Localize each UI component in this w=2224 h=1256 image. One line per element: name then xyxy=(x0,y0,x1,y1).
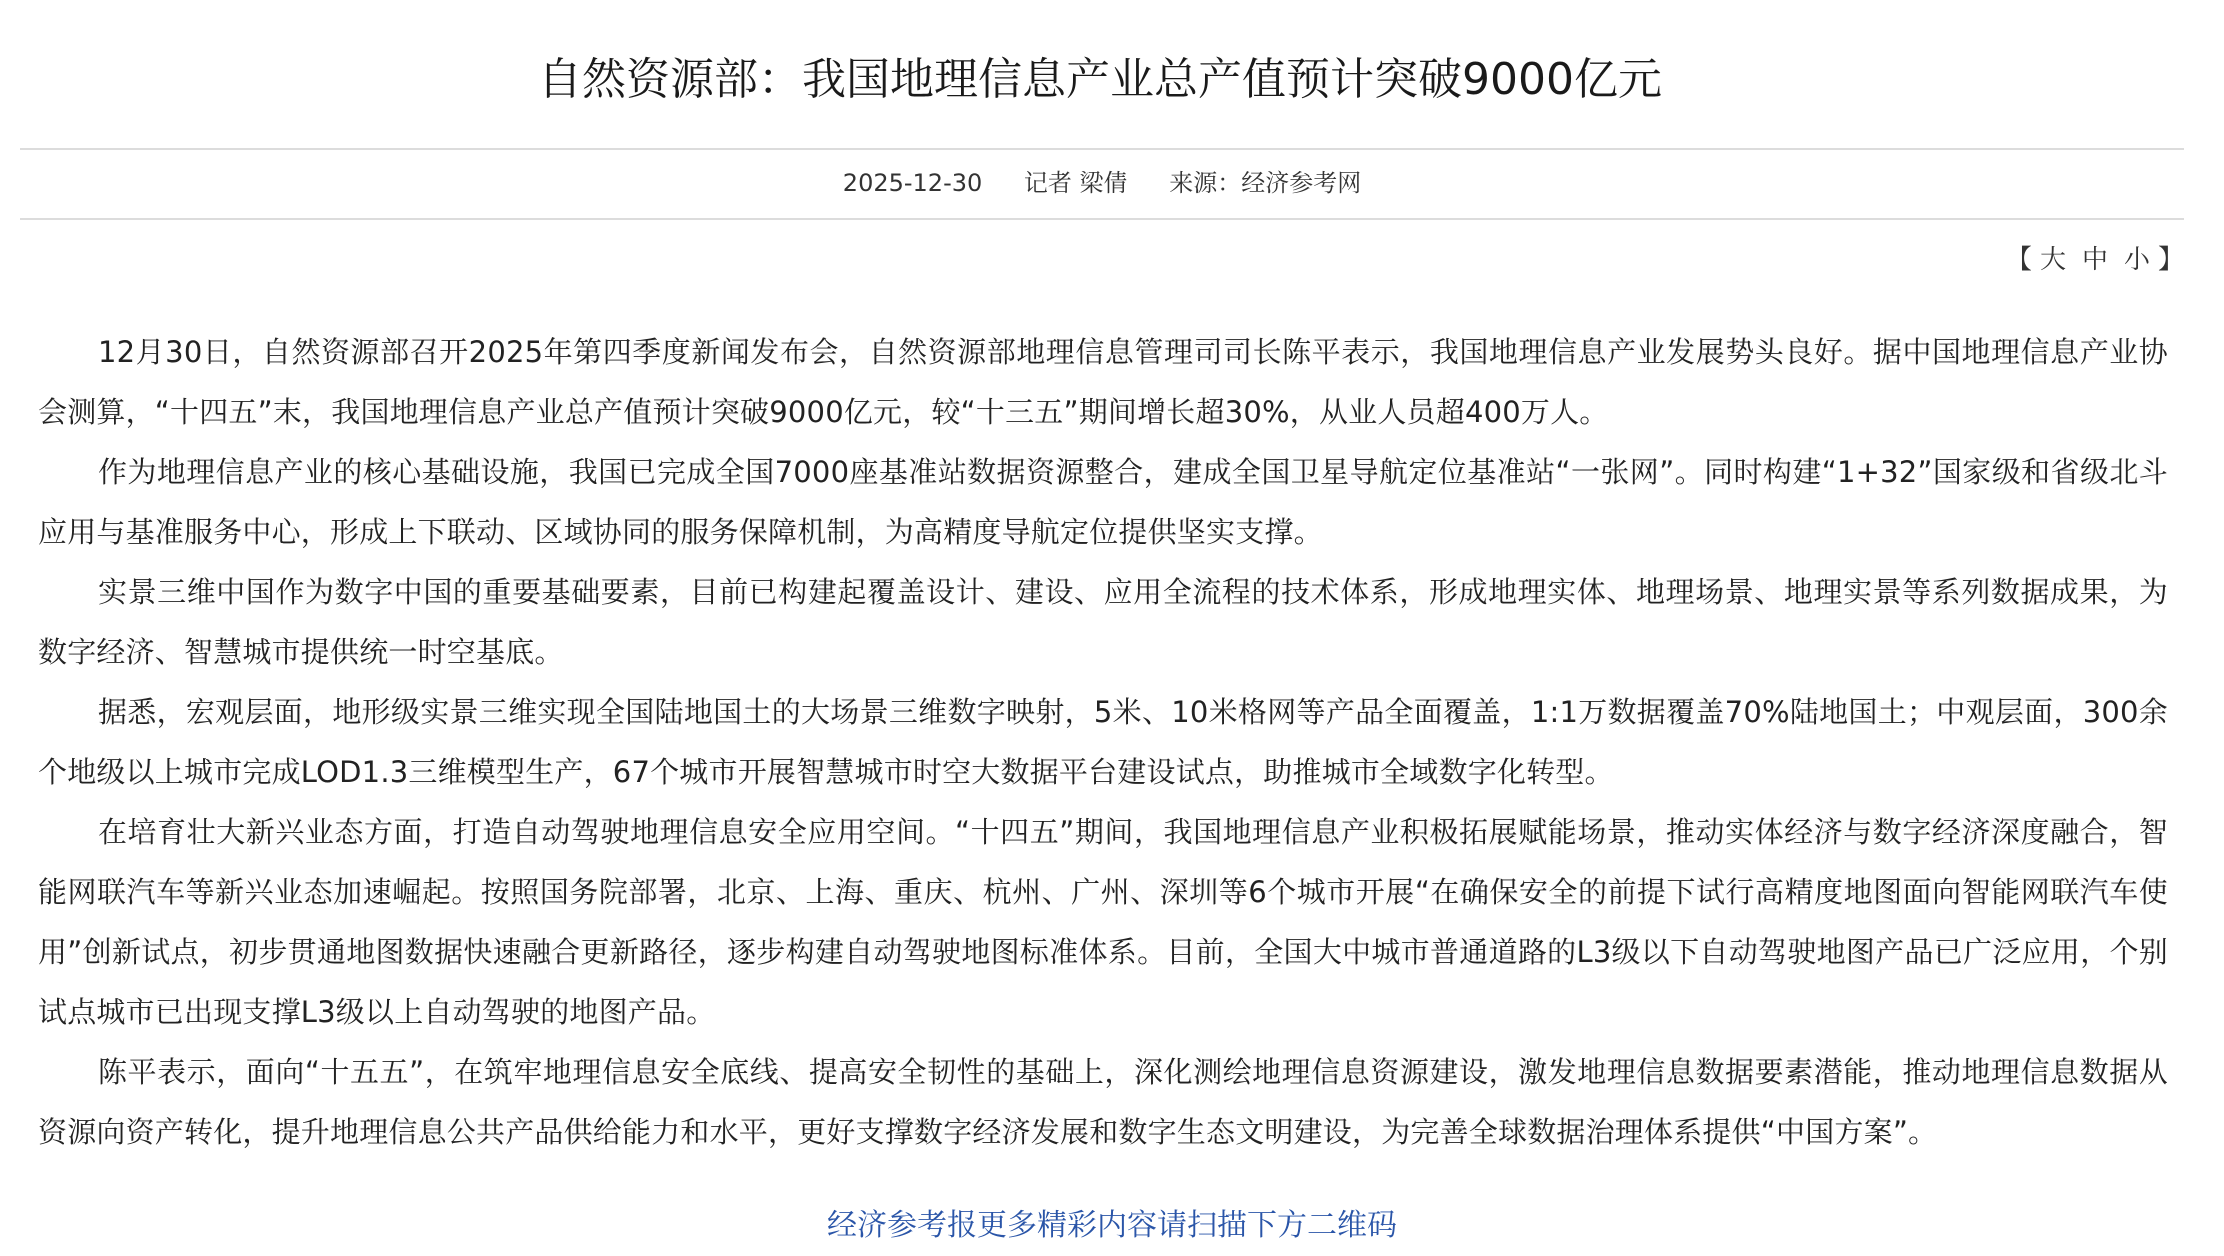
article-paragraph: 据悉，宏观层面，地形级实景三维实现全国陆地国土的大场景三维数字映射，5米、10米格网等产品全面覆盖，1:1万数据覆盖70%陆地国土；中观层面，300余个地级以上城市完成LOD1.3三维模型生产，67个城市开展智慧城市时空大数据平台建设试点，助推城市全域数字化转型。 xyxy=(38,695,2168,789)
meta-divider xyxy=(20,218,2184,220)
font-size-small-button[interactable]: 小 xyxy=(2123,245,2150,275)
article-title: 自然资源部：我国地理信息产业总产值预计突破9000亿元 xyxy=(538,54,1662,105)
article-source: 来源：经济参考网 xyxy=(1169,169,1362,197)
font-size-close-bracket: 】 xyxy=(2157,245,2184,275)
font-size-control xyxy=(2006,238,2184,282)
article-paragraph: 实景三维中国作为数字中国的重要基础要素，目前已构建起覆盖设计、建设、应用全流程的技术体系，形成地理实体、地理场景、地理实景等系列数据成果，为数字经济、智慧城市提供统一时空基底。 xyxy=(38,575,2168,669)
font-size-medium-button[interactable]: 中 xyxy=(2081,245,2108,275)
related-link[interactable]: 经济参考报更多精彩内容请扫描下方二维码 xyxy=(827,1208,1397,1243)
article-meta xyxy=(20,150,2184,216)
publish-date: 2025-12-30 xyxy=(842,169,983,197)
article-body xyxy=(38,322,2168,1162)
font-size-open-bracket: 【 xyxy=(2005,245,2032,275)
article-paragraph: 作为地理信息产业的核心基础设施，我国已完成全国7000座基准站数据资源整合，建成全国卫星导航定位基准站“一张网”。同时构建“1+32”国家级和省级北斗应用与基准服务中心，形成上下联动、区域协同的服务保障机制，为高精度导航定位提供坚实支撑。 xyxy=(38,455,2168,549)
reporter-name: 记者 梁倩 xyxy=(1023,169,1128,197)
article-paragraph: 陈平表示，面向“十五五”，在筑牢地理信息安全底线、提高安全韧性的基础上，深化测绘地理信息资源建设，激发地理信息数据要素潜能，推动地理信息数据从资源向资产转化，提升地理信息公共产品供给能力和水平，更好支撑数字经济发展和数字生态文明建设，为完善全球数据治理体系提供“中国方案”。 xyxy=(38,1055,2168,1149)
article-paragraph: 在培育壮大新兴业态方面，打造自动驾驶地理信息安全应用空间。“十四五”期间，我国地理信息产业积极拓展赋能场景，推动实体经济与数字经济深度融合，智能网联汽车等新兴业态加速崛起。按照国务院部署，北京、上海、重庆、杭州、广州、深圳等6个城市开展“在确保安全的前提下试行高精度地图面向智能网联汽车使用”创新试点，初步贯通地图数据快速融合更新路径，逐步构建自动驾驶地图标准体系。目前，全国大中城市普通道路的L3级以下自动驾驶地图产品已广泛应用，个别试点城市已出现支撑L3级以上自动驾驶的地图产品。 xyxy=(38,815,2168,1029)
font-size-large-button[interactable]: 大 xyxy=(2039,245,2066,275)
article-paragraph: 12月30日，自然资源部召开2025年第四季度新闻发布会，自然资源部地理信息管理司司长陈平表示，我国地理信息产业发展势头良好。据中国地理信息产业协会测算，“十四五”末，我国地理信息产业总产值预计突破9000亿元，较“十三五”期间增长超30%，从业人员超400万人。 xyxy=(38,335,2168,429)
